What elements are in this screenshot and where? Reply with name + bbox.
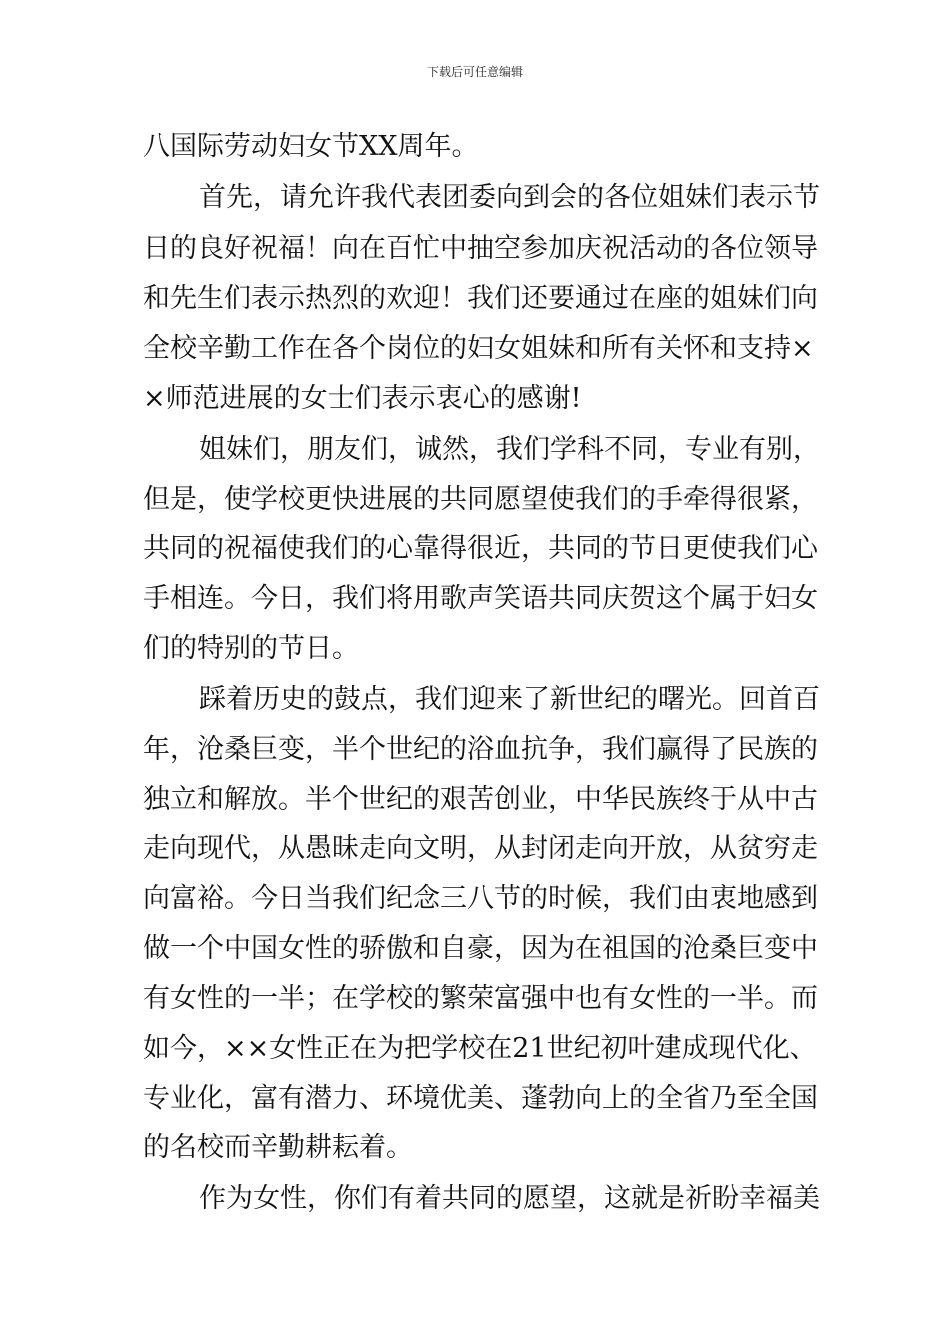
paragraph-first-line: 踩着历史的鼓点，我们迎来了新世纪的曙光。回首百: [199, 684, 820, 715]
text-line: 但是，使学校更快进展的共同愿望使我们的手牵得很紧，: [143, 484, 818, 515]
text-line: 专业化，富有潜力、环境优美、蓬勃向上的全省乃至全国: [143, 1083, 818, 1114]
text-line: 向富裕。今日当我们纪念三八节的时候，我们由衷地感到: [143, 883, 818, 914]
text-line: 走向现代，从愚昧走向文明，从封闭走向开放，从贫穷走: [143, 833, 818, 864]
text-line: 共同的祝福使我们的心靠得很近，共同的节日更使我们心: [143, 533, 818, 564]
text-line: 的名校而辛勤耕耘着。: [143, 1132, 413, 1163]
text-line: 和先生们表示热烈的欢迎！我们还要通过在座的姐妹们向: [143, 283, 818, 314]
text-line: ×师范进展的女士们表示衷心的感谢!: [143, 383, 582, 414]
paragraph-first-line: 首先，请允许我代表团委向到会的各位姐妹们表示节: [199, 182, 820, 213]
text-line: 们的特别的节日。: [143, 633, 359, 664]
text-line: 八国际劳动妇女节XX周年。: [143, 131, 479, 162]
text-line: 手相连。今日，我们将用歌声笑语共同庆贺这个属于妇女: [143, 583, 818, 614]
text-line: 年，沧桑巨变，半个世纪的浴血抗争，我们赢得了民族的: [143, 734, 818, 765]
paragraph-first-line: 姐妹们，朋友们，诚然，我们学科不同，专业有别，: [199, 434, 820, 465]
text-line: 做一个中国女性的骄傲和自豪，因为在祖国的沧桑巨变中: [143, 933, 818, 964]
text-line: 全校辛勤工作在各个岗位的妇女姐妹和所有关怀和支持×: [143, 333, 814, 364]
text-line: 日的良好祝福！向在百忙中抽空参加庆祝活动的各位领导: [143, 233, 818, 264]
page-header: 下载后可任意编辑: [426, 65, 523, 79]
paragraph-first-line: 作为女性，你们有着共同的愿望，这就是祈盼幸福美: [199, 1183, 820, 1214]
text-line: 独立和解放。半个世纪的艰苦创业，中华民族终于从中古: [143, 784, 818, 815]
text-line: 如今，××女性正在为把学校在21世纪初叶建成现代化、: [143, 1033, 817, 1064]
text-line: 有女性的一半；在学校的繁荣富强中也有女性的一半。而: [143, 983, 818, 1014]
